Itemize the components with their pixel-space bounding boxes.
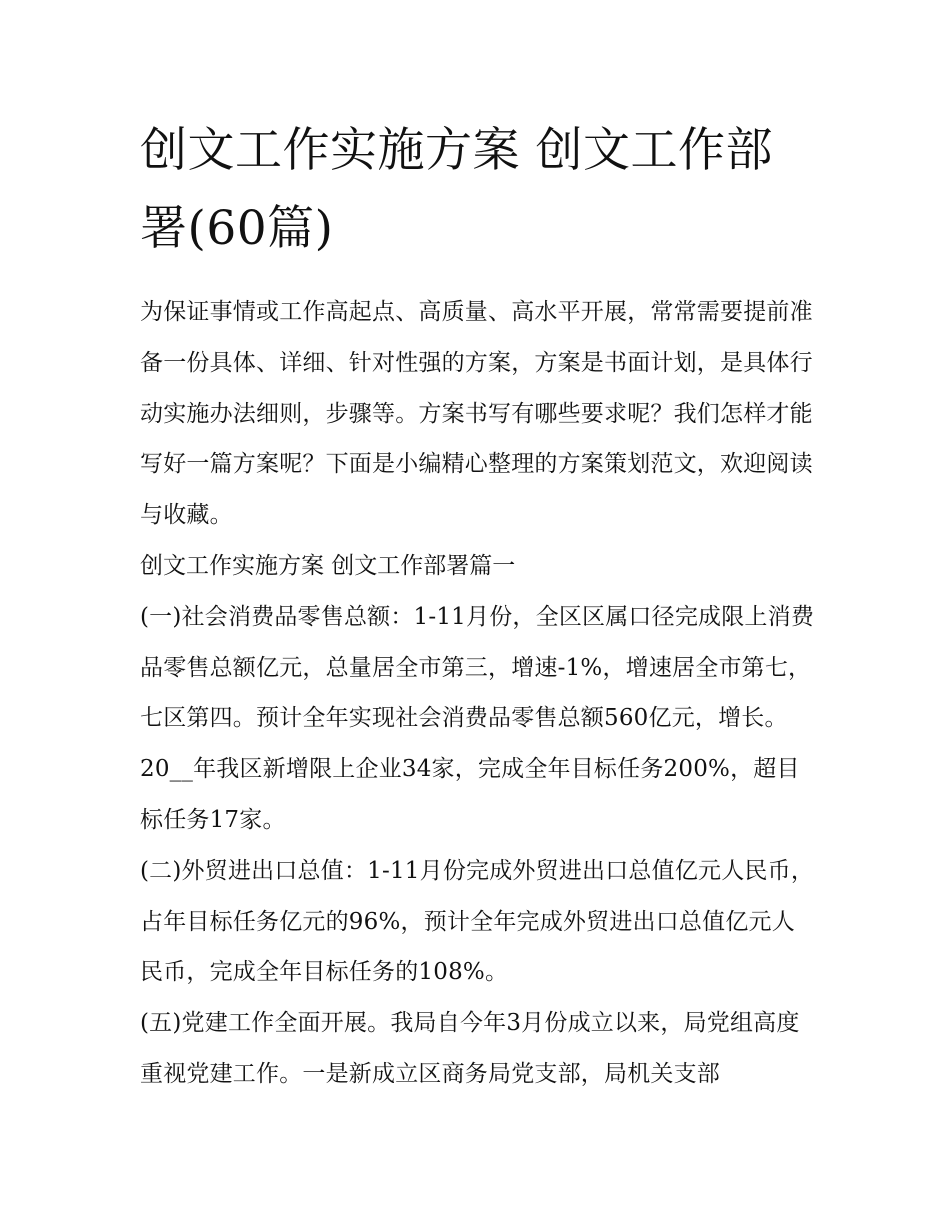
document-page — [140, 112, 818, 1100]
section-heading: 创文工作实施方案 创文工作部署篇一 — [140, 552, 516, 579]
body-paragraph-3: (五)党建工作全面开展。我局自今年3月份成立以来，局党组高度重视党建工作。一是新成立区商务局党支部，局机关支部 — [140, 1010, 800, 1087]
body-paragraph-1: (一)社会消费品零售总额：1-11月份，全区区属口径完成限上消费品零售总额亿元，总量居全市第三，增速-1%，增速居全市第七，七区第四。预计全年实现社会消费品零售总额560亿元，增长。20__年我区新增限上企业34家，完成全年目标任务200%，超目标任务17家。 — [140, 603, 815, 833]
body-paragraph-2: (二)外贸进出口总值：1-11月份完成外贸进出口总值亿元人民币，占年目标任务亿元的96%，预计全年完成外贸进出口总值亿元人民币，完成全年目标任务的108%。 — [140, 857, 815, 986]
document-title: 创文工作实施方案 创文工作部署(60篇) — [140, 123, 773, 256]
intro-paragraph: 为保证事情或工作高起点、高质量、高水平开展，常常需要提前准备一份具体、详细、针对性强的方案，方案是书面计划，是具体行动实施办法细则，步骤等。方案书写有哪些要求呢？我们怎样才能写好一篇方案呢？下面是小编精心整理的方案策划范文，欢迎阅读与收藏。 — [140, 299, 813, 529]
